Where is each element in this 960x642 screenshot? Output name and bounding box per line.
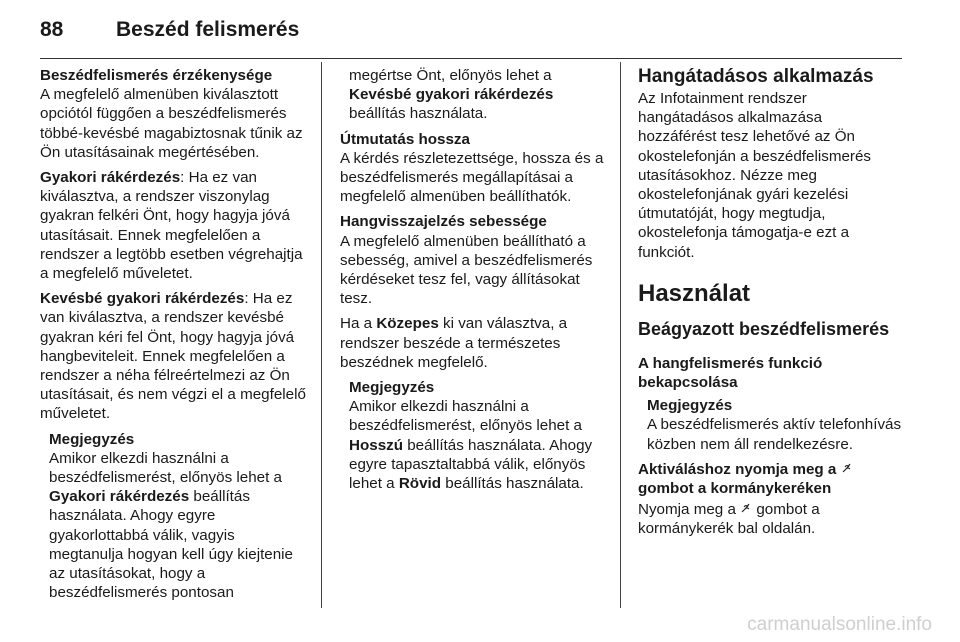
paragraph: [340, 314, 608, 372]
note-text: A beszédfelismerés aktív telefonhívás közben nem áll rendelkezésre.: [647, 416, 902, 453]
note-text: beállítás használata.: [349, 105, 488, 123]
paragraph: [638, 500, 904, 538]
voice-button-icon: [841, 460, 853, 479]
column-middle: [340, 66, 608, 499]
column-left: [40, 66, 308, 608]
header-rule: [40, 58, 902, 59]
note-continuation: [340, 66, 608, 124]
page-header: [40, 18, 299, 50]
note-box: [340, 378, 608, 493]
column-divider: [620, 62, 621, 608]
paragraph: [40, 168, 308, 283]
term: Hosszú: [349, 436, 404, 454]
column-right: [638, 66, 904, 545]
paragraph-text: Az Infotainment rendszer hangátadásos alkalmazása hozzáférést tesz lehetővé az Ön okostelefonján a beszédfelismerés utasításokhoz. Nézze meg okostelefonjának gyári kezelési útmutatóját, hogy megtudja, okostelefonja támogatja-e ezt a funkciót.: [638, 90, 872, 261]
paragraph-text: : Ha ez van kiválasztva, a rendszer viszonylag gyakran felkéri Önt, hogy hagyja jóvá utasításait. Ennek megfelelően a rendszer a legtöbb esetben végrehajtja a megfelelő műveletet.: [40, 169, 303, 283]
note-title: Megjegyzés: [49, 430, 135, 448]
term: Kevésbé gyakori rákérdezés: [349, 86, 554, 104]
topic-heading: A hangfelismerés funkció bekapcsolása: [638, 354, 823, 392]
subsection-heading: Beágyazott beszédfelismerés: [638, 318, 890, 339]
section-title: Beszédfelismerés érzékenysége: [40, 67, 273, 84]
paragraph: [340, 130, 608, 207]
term: Közepes: [376, 315, 439, 333]
section-title: Hangvisszajelzés sebessége: [340, 213, 547, 231]
paragraph: [40, 289, 308, 423]
paragraph-text: A kérdés részletezettsége, hossza és a beszédfelismerés megállapításai a megfelelő almenüben beállíthatók.: [340, 149, 604, 206]
note-box: [638, 396, 904, 454]
paragraph: [40, 66, 308, 162]
chapter-heading: Használat: [638, 279, 751, 307]
paragraph-text: : Ha ez van kiválasztva, a rendszer kevésbé gyakran kéri fel Önt, hogy hagyja jóvá hangbeviteleit. Ennek megfelelően a rendszer a néha félreértelmezi az Ön utasításait, és nem végzi el a megfelelő műveletet.: [40, 290, 306, 423]
paragraph-text: Nyomja meg a: [638, 501, 741, 519]
paragraph-text: A megfelelő almenüben kiválasztott opciótól függően a beszédfelismerés többé-kevésbé magabiztosnak tűnik az Ön utasításainak megértésében.: [40, 86, 303, 161]
paragraph: [340, 212, 608, 308]
instruction-text: Aktiváláshoz nyomja meg a: [638, 460, 841, 478]
instruction-heading: [638, 460, 904, 498]
column-divider: [321, 62, 322, 608]
term: Rövid: [398, 475, 442, 493]
watermark: carmanualsonline.info: [747, 614, 932, 635]
note-text: megértse Önt, előnyös lehet a: [349, 67, 552, 84]
section-heading: Hangátadásos alkalmazás: [638, 66, 874, 87]
paragraph-text: ki van választva, a rendszer beszéde a természetes beszédnek megfelelő.: [340, 315, 568, 371]
voice-button-icon: [740, 500, 752, 519]
paragraph-text: A megfelelő almenüben beállítható a sebesség, amivel a beszédfelismerés kérdéseket tesz fel, vagy állításokat tesz.: [340, 232, 593, 308]
note-text: beállítás használata.: [441, 475, 584, 493]
term: Gyakori rákérdezés: [40, 169, 181, 187]
note-text: Amikor elkezdi használni a beszédfelismerést, előnyös lehet a: [49, 449, 283, 487]
page-title: Beszéd felismerés: [116, 18, 300, 41]
section-title: Útmutatás hossza: [340, 130, 470, 148]
term: Kevésbé gyakori rákérdezés: [40, 290, 245, 308]
note-box: [40, 430, 308, 603]
note-title: Megjegyzés: [349, 379, 435, 397]
note-title: Megjegyzés: [647, 397, 733, 415]
note-text: beállítás használata. Ahogy egyre tapasztaltabbá válik, előnyös lehet a: [349, 436, 593, 493]
page-number: 88: [40, 18, 64, 41]
paragraph-text: gombot a kormánykerék bal oldalán.: [638, 501, 820, 538]
term: Gyakori rákérdezés: [49, 488, 190, 506]
instruction-text: gombot a kormánykeréken: [638, 480, 832, 498]
note-text: beállítás használata. Ahogy egyre gyakorlottabbá válik, vagyis megtanulja hogyan kell úgy kiejtenie az utasításokat, hogy a beszédfelismerés pontosan: [49, 488, 294, 602]
paragraph-text: Ha a: [340, 315, 377, 333]
note-text: Amikor elkezdi használni a beszédfelismerést, előnyös lehet a: [349, 398, 583, 435]
